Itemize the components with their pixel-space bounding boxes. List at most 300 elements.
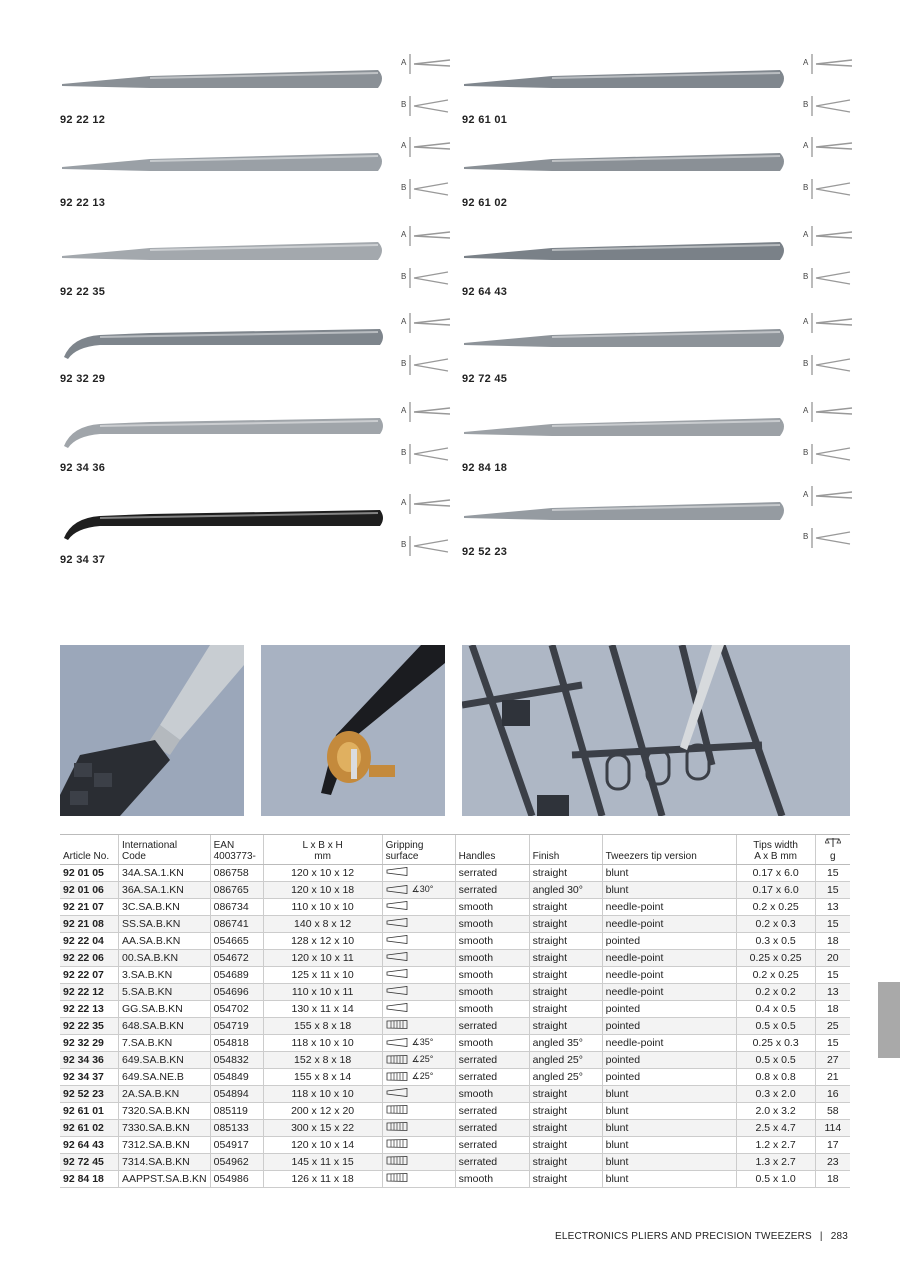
- cell-finish: straight: [529, 1086, 602, 1103]
- cell-article-no: 92 22 06: [60, 950, 119, 967]
- cell-weight: 15: [815, 865, 850, 882]
- cell-finish: straight: [529, 899, 602, 916]
- cell-weight: 23: [815, 1154, 850, 1171]
- cell-tips-width: 0.17 x 6.0: [736, 882, 815, 899]
- tip-diagram: [800, 474, 856, 560]
- tweezer-body: [62, 153, 382, 171]
- tip-label-b: B: [803, 272, 809, 281]
- tip-label-b: B: [803, 532, 809, 541]
- cell-tips-width: 0.2 x 0.3: [736, 916, 815, 933]
- cell-tip-version: needle-point: [602, 899, 736, 916]
- product-code: 92 84 18: [462, 462, 508, 474]
- cell-weight: 18: [815, 1001, 850, 1018]
- gripping-serrated-icon: [386, 1055, 408, 1064]
- cell-dimensions: 140 x 8 x 12: [263, 916, 382, 933]
- product-code: 92 64 43: [462, 286, 508, 298]
- cell-ean: 054672: [210, 950, 263, 967]
- tweezer-body: [62, 70, 382, 88]
- tweezer-body: [464, 502, 784, 520]
- cell-handles: serrated: [455, 865, 529, 882]
- header-tip-version: Tweezers tip version: [605, 851, 697, 862]
- cell-tip-version: blunt: [602, 1154, 736, 1171]
- product-code: 92 34 37: [60, 554, 106, 566]
- tip-diagram: [398, 125, 454, 211]
- cell-tips-width: 0.5 x 1.0: [736, 1171, 815, 1188]
- tweezer-body: [464, 329, 784, 347]
- tip-profile-b: [414, 359, 448, 371]
- cell-gripping: [382, 865, 455, 882]
- cell-finish: angled 30°: [529, 882, 602, 899]
- cell-article-no: 92 22 13: [60, 1001, 119, 1018]
- cell-tip-version: pointed: [602, 1001, 736, 1018]
- tip-profile-b: [816, 183, 850, 195]
- header-handles: Handles: [458, 851, 496, 862]
- header-intl-code-2: Code: [122, 851, 146, 862]
- tip-label-a: A: [401, 230, 407, 239]
- cell-article-no: 92 21 07: [60, 899, 119, 916]
- footer-separator: |: [819, 1231, 823, 1242]
- cell-intl-code: 7314.SA.B.KN: [119, 1154, 211, 1171]
- tip-profile-b: [816, 532, 850, 544]
- tip-diagram: [398, 301, 454, 387]
- cell-tip-version: blunt: [602, 1086, 736, 1103]
- cell-tips-width: 0.8 x 0.8: [736, 1069, 815, 1086]
- cell-handles: serrated: [455, 1018, 529, 1035]
- cell-article-no: 92 22 35: [60, 1018, 119, 1035]
- cell-handles: smooth: [455, 933, 529, 950]
- product-code: 92 22 13: [60, 197, 106, 209]
- product-code: 92 61 02: [462, 197, 508, 209]
- cell-handles: smooth: [455, 950, 529, 967]
- cell-tips-width: 2.0 x 3.2: [736, 1103, 815, 1120]
- tip-profile-a: [816, 143, 852, 149]
- product-tile: [462, 56, 852, 126]
- cell-intl-code: AAPPST.SA.B.KN: [119, 1171, 211, 1188]
- cell-article-no: 92 64 43: [60, 1137, 119, 1154]
- cell-article-no: 92 01 06: [60, 882, 119, 899]
- product-tile: [60, 56, 450, 126]
- header-weight-unit: g: [830, 851, 836, 862]
- cell-finish: straight: [529, 967, 602, 984]
- cell-dimensions: 155 x 8 x 18: [263, 1018, 382, 1035]
- cell-dimensions: 200 x 12 x 20: [263, 1103, 382, 1120]
- gripping-smooth-icon: [386, 901, 408, 910]
- table-row: [60, 950, 850, 967]
- tip-profile-a: [816, 319, 852, 325]
- cell-finish: angled 25°: [529, 1052, 602, 1069]
- header-gripping: Gripping: [385, 840, 424, 851]
- tip-profile-a: [414, 143, 450, 149]
- product-tile: [60, 139, 450, 209]
- cell-ean: 054962: [210, 1154, 263, 1171]
- header-dims: L x B x H: [302, 840, 343, 851]
- tweezer-illustration: [60, 139, 385, 189]
- cell-dimensions: 120 x 10 x 11: [263, 950, 382, 967]
- cell-intl-code: AA.SA.B.KN: [119, 933, 211, 950]
- table-row: [60, 1137, 850, 1154]
- cell-article-no: 92 72 45: [60, 1154, 119, 1171]
- cell-gripping: [382, 967, 455, 984]
- cell-dimensions: 126 x 11 x 18: [263, 1171, 382, 1188]
- page-footer: [555, 1231, 848, 1242]
- tip-label-b: B: [401, 272, 407, 281]
- cell-tip-version: pointed: [602, 1052, 736, 1069]
- cell-gripping: [382, 1137, 455, 1154]
- tip-profile-a: [816, 60, 852, 66]
- cell-tip-version: needle-point: [602, 916, 736, 933]
- tip-profile-b: [816, 272, 850, 284]
- cell-tips-width: 0.2 x 0.2: [736, 984, 815, 1001]
- cell-tips-width: 1.3 x 2.7: [736, 1154, 815, 1171]
- header-ean: EAN: [213, 840, 235, 851]
- product-code: 92 22 12: [60, 114, 106, 126]
- table-row: [60, 1120, 850, 1137]
- cell-dimensions: 130 x 11 x 14: [263, 1001, 382, 1018]
- cell-article-no: 92 22 12: [60, 984, 119, 1001]
- tweezer-body: [464, 153, 784, 171]
- tip-label-b: B: [401, 100, 407, 109]
- cell-weight: 17: [815, 1137, 850, 1154]
- cell-tips-width: 0.5 x 0.5: [736, 1052, 815, 1069]
- cell-tips-width: 2.5 x 4.7: [736, 1120, 815, 1137]
- product-code: 92 72 45: [462, 373, 508, 385]
- cell-handles: smooth: [455, 1086, 529, 1103]
- gripping-smooth-icon: [386, 1038, 408, 1047]
- cell-weight: 58: [815, 1103, 850, 1120]
- tip-profile-a: [414, 408, 450, 414]
- table-row: [60, 967, 850, 984]
- gripping-smooth-icon: [386, 935, 408, 944]
- cell-gripping: [382, 1171, 455, 1188]
- product-tile: [60, 496, 450, 566]
- cell-handles: smooth: [455, 1171, 529, 1188]
- cell-intl-code: SS.SA.B.KN: [119, 916, 211, 933]
- section-side-tab: [878, 982, 900, 1058]
- table-row: [60, 1035, 850, 1052]
- cell-dimensions: 118 x 10 x 10: [263, 1086, 382, 1103]
- product-tile: [462, 315, 852, 385]
- cell-handles: smooth: [455, 967, 529, 984]
- tip-diagram: [398, 482, 454, 568]
- table-row: [60, 1018, 850, 1035]
- tip-label-b: B: [803, 100, 809, 109]
- cell-ean: 054986: [210, 1171, 263, 1188]
- tweezer-illustration: [462, 404, 787, 454]
- gripping-smooth-icon: [386, 918, 408, 927]
- cell-tip-version: pointed: [602, 1018, 736, 1035]
- cell-finish: straight: [529, 933, 602, 950]
- cell-ean: 086734: [210, 899, 263, 916]
- cell-intl-code: 649.SA.B.KN: [119, 1052, 211, 1069]
- cell-dimensions: 125 x 11 x 10: [263, 967, 382, 984]
- cell-tips-width: 0.25 x 0.25: [736, 950, 815, 967]
- cell-handles: serrated: [455, 882, 529, 899]
- tip-profile-b: [414, 183, 448, 195]
- cell-dimensions: 120 x 10 x 18: [263, 882, 382, 899]
- tip-profile-a: [414, 319, 450, 325]
- cell-article-no: 92 01 05: [60, 865, 119, 882]
- tip-label-a: A: [401, 406, 407, 415]
- tip-label-a: A: [401, 498, 407, 507]
- tip-label-b: B: [803, 359, 809, 368]
- tip-profile-b: [816, 100, 850, 112]
- cell-gripping: [382, 1086, 455, 1103]
- product-tile: [60, 315, 450, 385]
- tip-profile-a: [414, 500, 450, 506]
- header-article-no: Article No.: [63, 851, 110, 862]
- table-row: [60, 1086, 850, 1103]
- cell-handles: serrated: [455, 1154, 529, 1171]
- tweezer-illustration: [60, 228, 385, 278]
- scale-icon: [825, 837, 841, 848]
- cell-ean: 054665: [210, 933, 263, 950]
- cell-tips-width: 0.17 x 6.0: [736, 865, 815, 882]
- cell-dimensions: 300 x 15 x 22: [263, 1120, 382, 1137]
- cell-article-no: 92 22 07: [60, 967, 119, 984]
- header-dims-2: mm: [314, 851, 331, 862]
- cell-handles: serrated: [455, 1120, 529, 1137]
- tip-profile-a: [414, 60, 450, 66]
- cell-intl-code: 648.SA.B.KN: [119, 1018, 211, 1035]
- cell-ean: 085133: [210, 1120, 263, 1137]
- cell-weight: 15: [815, 967, 850, 984]
- tip-label-a: A: [803, 141, 809, 150]
- tip-profile-b: [414, 272, 448, 284]
- product-code: 92 32 29: [60, 373, 106, 385]
- cell-tip-version: blunt: [602, 1103, 736, 1120]
- table-row: [60, 916, 850, 933]
- tip-label-a: A: [803, 406, 809, 415]
- spec-table: [60, 834, 850, 1188]
- cell-article-no: 92 52 23: [60, 1086, 119, 1103]
- cell-handles: serrated: [455, 1069, 529, 1086]
- cell-finish: straight: [529, 1171, 602, 1188]
- cell-article-no: 92 21 08: [60, 916, 119, 933]
- cell-handles: smooth: [455, 1035, 529, 1052]
- cell-weight: 114: [815, 1120, 850, 1137]
- product-code: 92 34 36: [60, 462, 106, 474]
- table-row: [60, 1069, 850, 1086]
- cell-article-no: 92 34 37: [60, 1069, 119, 1086]
- cell-tips-width: 0.25 x 0.3: [736, 1035, 815, 1052]
- cell-intl-code: 34A.SA.1.KN: [119, 865, 211, 882]
- table-row: [60, 1154, 850, 1171]
- cell-handles: smooth: [455, 916, 529, 933]
- tip-profile-b: [414, 540, 448, 552]
- cell-dimensions: 155 x 8 x 14: [263, 1069, 382, 1086]
- cell-weight: 21: [815, 1069, 850, 1086]
- cell-tips-width: 0.3 x 2.0: [736, 1086, 815, 1103]
- tip-label-b: B: [401, 359, 407, 368]
- cell-tips-width: 0.2 x 0.25: [736, 899, 815, 916]
- cell-finish: straight: [529, 865, 602, 882]
- tip-label-a: A: [401, 317, 407, 326]
- cell-weight: 18: [815, 1171, 850, 1188]
- product-tile: [462, 404, 852, 474]
- tweezer-body: [62, 242, 382, 260]
- cell-weight: 25: [815, 1018, 850, 1035]
- cell-gripping: [382, 1035, 455, 1052]
- cell-gripping: [382, 1120, 455, 1137]
- tip-label-b: B: [803, 183, 809, 192]
- cell-article-no: 92 32 29: [60, 1035, 119, 1052]
- tweezer-illustration: [60, 315, 385, 365]
- cell-gripping: [382, 882, 455, 899]
- cell-weight: 13: [815, 899, 850, 916]
- cell-intl-code: 649.SA.NE.B: [119, 1069, 211, 1086]
- table-row: [60, 933, 850, 950]
- tip-diagram: [398, 42, 454, 128]
- cell-tip-version: needle-point: [602, 1035, 736, 1052]
- header-gripping-2: surface: [385, 851, 419, 862]
- tip-profile-a: [816, 492, 852, 498]
- cell-dimensions: 110 x 10 x 11: [263, 984, 382, 1001]
- cell-weight: 16: [815, 1086, 850, 1103]
- cell-ean: 054894: [210, 1086, 263, 1103]
- cell-handles: smooth: [455, 899, 529, 916]
- cell-dimensions: 145 x 11 x 15: [263, 1154, 382, 1171]
- cell-finish: straight: [529, 984, 602, 1001]
- tip-label-a: A: [803, 317, 809, 326]
- cell-gripping: [382, 916, 455, 933]
- gripping-smooth-icon: [386, 1003, 408, 1012]
- tweezer-body: [464, 70, 784, 88]
- tip-label-b: B: [803, 448, 809, 457]
- tip-profile-b: [816, 448, 850, 460]
- gripping-serrated-icon: [386, 1173, 408, 1182]
- cell-finish: straight: [529, 1137, 602, 1154]
- cell-handles: smooth: [455, 984, 529, 1001]
- gripping-serrated-icon: [386, 1156, 408, 1165]
- table-row: [60, 865, 850, 882]
- tweezer-illustration: [60, 56, 385, 106]
- cell-intl-code: 7312.SA.B.KN: [119, 1137, 211, 1154]
- cell-finish: straight: [529, 1001, 602, 1018]
- cell-article-no: 92 84 18: [60, 1171, 119, 1188]
- cell-ean: 054689: [210, 967, 263, 984]
- tip-label-b: B: [401, 540, 407, 549]
- product-code: 92 52 23: [462, 546, 508, 558]
- cell-ean: 085119: [210, 1103, 263, 1120]
- cell-article-no: 92 34 36: [60, 1052, 119, 1069]
- tip-profile-b: [816, 359, 850, 371]
- cell-gripping: [382, 1103, 455, 1120]
- photo-tweezer-frame: [462, 645, 850, 816]
- product-tile: [60, 404, 450, 474]
- cell-ean: 054917: [210, 1137, 263, 1154]
- tweezer-illustration: [60, 496, 385, 546]
- gripping-smooth-icon: [386, 952, 408, 961]
- cell-intl-code: 3C.SA.B.KN: [119, 899, 211, 916]
- cell-tip-version: blunt: [602, 882, 736, 899]
- cell-gripping: [382, 1154, 455, 1171]
- cell-ean: 054832: [210, 1052, 263, 1069]
- gripping-serrated-icon: [386, 1139, 408, 1148]
- product-tile: [60, 228, 450, 298]
- cell-tip-version: pointed: [602, 933, 736, 950]
- cell-gripping: [382, 899, 455, 916]
- table-row: [60, 1171, 850, 1188]
- grip-angle: ∡25°: [411, 1070, 434, 1081]
- cell-dimensions: 110 x 10 x 10: [263, 899, 382, 916]
- cell-article-no: 92 61 02: [60, 1120, 119, 1137]
- tip-label-b: B: [401, 448, 407, 457]
- cell-gripping: [382, 1001, 455, 1018]
- cell-gripping: [382, 1052, 455, 1069]
- cell-tip-version: needle-point: [602, 967, 736, 984]
- tweezer-illustration: [462, 139, 787, 189]
- tip-diagram: [398, 390, 454, 476]
- tweezer-illustration: [462, 56, 787, 106]
- cell-weight: 15: [815, 882, 850, 899]
- cell-ean: 054719: [210, 1018, 263, 1035]
- cell-handles: serrated: [455, 1137, 529, 1154]
- cell-weight: 18: [815, 933, 850, 950]
- grip-angle: ∡30°: [411, 883, 434, 894]
- photo-tweezer-clip: [60, 645, 244, 816]
- cell-tip-version: pointed: [602, 1069, 736, 1086]
- cell-gripping: [382, 1018, 455, 1035]
- tip-profile-a: [816, 408, 852, 414]
- tip-profile-b: [414, 448, 448, 460]
- cell-intl-code: GG.SA.B.KN: [119, 1001, 211, 1018]
- table-row: [60, 882, 850, 899]
- cell-ean: 086741: [210, 916, 263, 933]
- tweezer-illustration: [462, 315, 787, 365]
- tip-diagram: [800, 214, 856, 300]
- table-row: [60, 899, 850, 916]
- tweezer-illustration: [462, 228, 787, 278]
- tweezer-illustration: [60, 404, 385, 454]
- cell-weight: 13: [815, 984, 850, 1001]
- cell-tip-version: needle-point: [602, 950, 736, 967]
- cell-ean: 086758: [210, 865, 263, 882]
- header-ean-2: 4003773-: [213, 851, 256, 862]
- gripping-serrated-icon: [386, 1072, 408, 1081]
- table-row: [60, 1052, 850, 1069]
- cell-tips-width: 0.4 x 0.5: [736, 1001, 815, 1018]
- cell-intl-code: 00.SA.B.KN: [119, 950, 211, 967]
- gripping-serrated-icon: [386, 1105, 408, 1114]
- cell-tip-version: blunt: [602, 1137, 736, 1154]
- footer-section-title: ELECTRONICS PLIERS AND PRECISION TWEEZERS: [554, 1231, 812, 1242]
- cell-ean: 054696: [210, 984, 263, 1001]
- gripping-smooth-icon: [386, 986, 408, 995]
- table-row: [60, 1001, 850, 1018]
- tip-label-a: A: [803, 58, 809, 67]
- header-intl-code: International: [122, 840, 178, 851]
- cell-dimensions: 128 x 12 x 10: [263, 933, 382, 950]
- cell-intl-code: 36A.SA.1.KN: [119, 882, 211, 899]
- header-finish: Finish: [532, 851, 560, 862]
- cell-handles: smooth: [455, 1001, 529, 1018]
- cell-weight: 20: [815, 950, 850, 967]
- cell-intl-code: 2A.SA.B.KN: [119, 1086, 211, 1103]
- cell-gripping: [382, 933, 455, 950]
- gripping-smooth-icon: [386, 867, 408, 876]
- gripping-serrated-icon: [386, 1122, 408, 1131]
- tip-label-b: B: [401, 183, 407, 192]
- cell-dimensions: 120 x 10 x 12: [263, 865, 382, 882]
- cell-finish: straight: [529, 1018, 602, 1035]
- cell-weight: 27: [815, 1052, 850, 1069]
- cell-tips-width: 1.2 x 2.7: [736, 1137, 815, 1154]
- grip-angle: ∡25°: [411, 1053, 434, 1064]
- cell-finish: straight: [529, 950, 602, 967]
- tip-diagram: [800, 125, 856, 211]
- cell-tips-width: 0.2 x 0.25: [736, 967, 815, 984]
- cell-tip-version: needle-point: [602, 984, 736, 1001]
